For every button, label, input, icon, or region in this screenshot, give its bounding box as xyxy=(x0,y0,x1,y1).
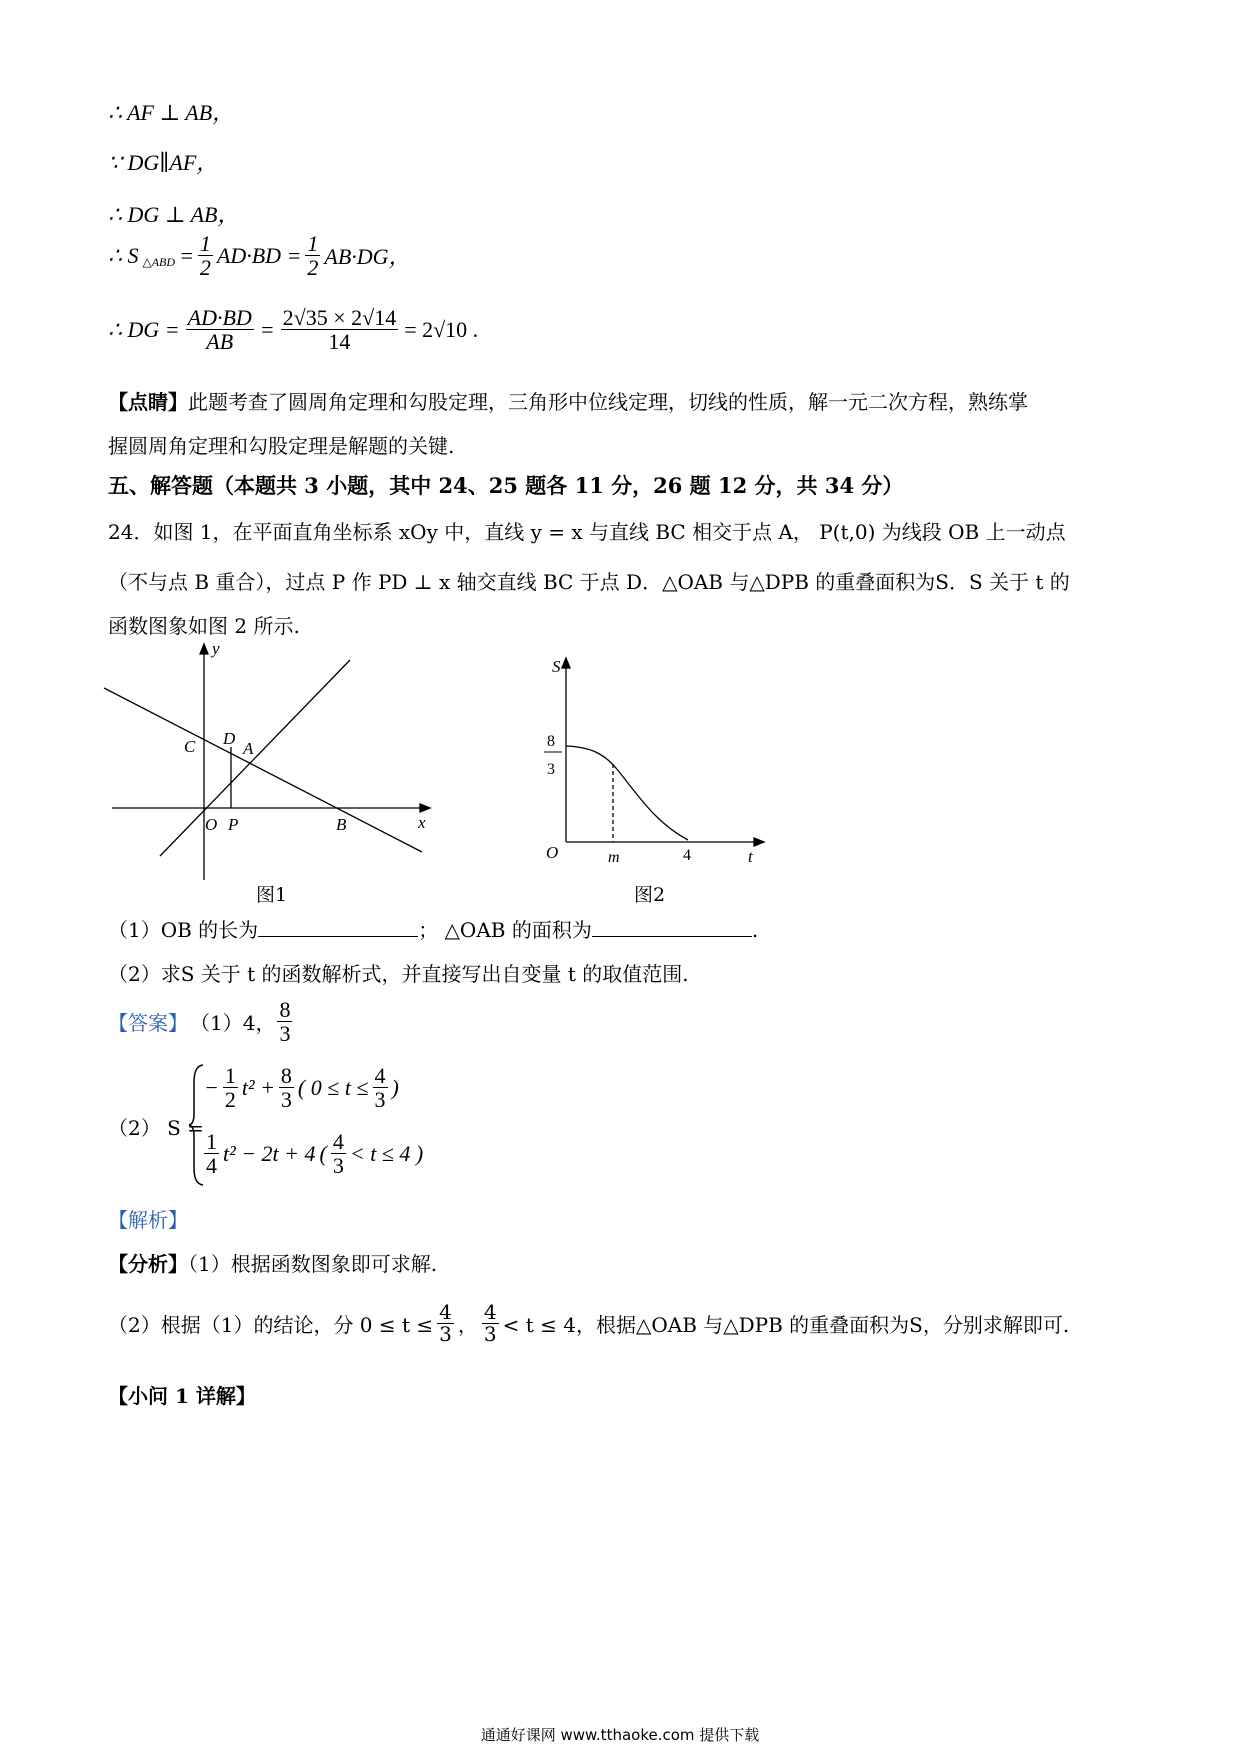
comment-line-1 xyxy=(108,386,1028,415)
case2-frac-quarter: $\frac{1}{4}$ xyxy=(206,1129,217,1179)
half-fraction: $\frac{1}{2}$ xyxy=(199,231,211,281)
fig1-label-p: P xyxy=(228,815,239,834)
fenxi-label: 【分析】 xyxy=(108,1252,188,1276)
t-axis-arrow xyxy=(754,838,764,846)
y-axis-arrow xyxy=(200,644,208,654)
s-axis-arrow xyxy=(562,658,570,668)
equals: = xyxy=(179,242,194,268)
fig2-label-4: 4 xyxy=(683,847,691,864)
question-1-sep: ； xyxy=(418,918,439,942)
case2-range-end: < t ≤ 4 ) xyxy=(349,1140,424,1166)
fig1-label-d: D xyxy=(223,729,236,748)
minus-sign: − xyxy=(204,1074,219,1100)
analysis-part-2 xyxy=(108,1302,1069,1345)
s-curve xyxy=(566,746,688,840)
comment-line-2: 握圆周角定理和勾股定理是解题的关键. xyxy=(108,434,455,458)
proof-line-5 xyxy=(108,306,478,353)
question-1 xyxy=(108,914,758,943)
section-title: 五、解答题（本题共 3 小题，其中 24、25 题各 11 分，26 题 12 分，共 34 分） xyxy=(108,473,904,498)
figure-2 xyxy=(536,650,776,872)
case1-frac-four-thirds: $\frac{4}{3}$ xyxy=(374,1063,386,1113)
fig1-label-c: C xyxy=(184,737,196,756)
case1-t-squared: t² + xyxy=(241,1074,275,1100)
proof-line-1: ∴ AF ⊥ AB， xyxy=(108,100,235,125)
comment-text-1: 此题考查了圆周角定理和勾股定理，三角形中位线定理，切线的性质，解一元二次方程，熟练掌 xyxy=(188,390,1028,414)
fig2-label-3: 3 xyxy=(547,761,555,778)
answer-part-1-text: （1）4， xyxy=(190,1011,276,1036)
case1-range-end: ) xyxy=(391,1074,399,1100)
question-1-end: . xyxy=(751,918,759,942)
fig1-label-o: O xyxy=(205,815,218,834)
case1-frac-half: $\frac{1}{2}$ xyxy=(224,1063,236,1113)
line-bc xyxy=(104,688,422,852)
figure-1 xyxy=(100,640,440,888)
analysis-frac-2: $\frac{4}{3}$ xyxy=(483,1300,497,1346)
proof-line-3: ∴ DG ⊥ AB， xyxy=(108,202,240,227)
fig2-label-s: S xyxy=(552,657,561,676)
answer-fraction: $\frac{8}{3}$ xyxy=(279,997,291,1047)
half-fraction-2: $\frac{1}{2}$ xyxy=(307,231,319,281)
radical-fraction: $\frac{2√35 \times 2√14}{14}$ xyxy=(282,305,397,355)
page-footer: 通通好课网 www.tthaoke.com 提供下载 xyxy=(480,1726,760,1744)
fig2-label-m: m xyxy=(608,849,620,866)
question-1-text-c: △OAB 的面积为 xyxy=(444,918,592,942)
problem-line-3: 函数图象如图 2 所示. xyxy=(108,614,300,638)
subquestion-1-heading: 【小问 1 详解】 xyxy=(108,1384,256,1408)
analysis-frac-1: $\frac{4}{3}$ xyxy=(439,1300,452,1346)
comment-label: 【点睛】 xyxy=(108,390,188,414)
fig1-label-y: y xyxy=(212,640,220,658)
equals: = xyxy=(259,316,275,342)
x-axis-arrow xyxy=(420,804,430,812)
analysis-part-2-a: （2）根据（1）的结论，分 0 ≤ t ≤ xyxy=(108,1313,434,1337)
dg-fraction: $\frac{AD\cdot BD}{AB}$ xyxy=(187,305,252,355)
answer-label: 【答案】 xyxy=(108,1011,188,1036)
case2-range-start: ( xyxy=(319,1140,327,1166)
problem-line-1: 24．如图 1，在平面直角坐标系 xOy 中，直线 y = x 与直线 BC 相交于点 A， P(t,0) 为线段 OB 上一动点 xyxy=(108,520,1066,544)
proof-line-4-end: AB·DG， xyxy=(324,244,411,270)
proof-line-2: ∵ DG∥AF， xyxy=(108,150,219,175)
fig1-label-a: A xyxy=(243,739,254,758)
area-subscript: △ABD xyxy=(142,255,176,270)
fig1-label-x: x xyxy=(418,813,426,832)
figure-2-caption: 图2 xyxy=(634,884,666,906)
answer-part-2-prefix: （2） S = xyxy=(108,1116,204,1140)
problem-line-2: （不与点 B 重合），过点 P 作 PD ⊥ x 轴交直线 BC 于点 D．△OAB 与△DPB 的重叠面积为S．S 关于 t 的 xyxy=(108,570,1070,594)
fig2-label-t: t xyxy=(748,847,753,866)
fig2-label-o: O xyxy=(546,843,559,862)
analysis-sep: ， xyxy=(457,1313,478,1337)
proof-result: = 2√10 . xyxy=(404,316,479,342)
question-2: （2）求S 关于 t 的函数解析式，并直接写出自变量 t 的取值范围. xyxy=(108,962,689,986)
area-symbol: ∴ S xyxy=(108,242,139,268)
proof-line-4-mid: AD·BD = xyxy=(216,242,302,268)
line-y-eq-x xyxy=(160,660,350,856)
figure-1-caption: 图1 xyxy=(256,884,288,906)
proof-line-5-prefix: ∴ DG = xyxy=(108,316,180,342)
case1-frac-eight-thirds: $\frac{8}{3}$ xyxy=(280,1063,292,1113)
analysis-part-2-c: < t ≤ 4，根据△OAB 与△DPB 的重叠面积为S，分别求解即可. xyxy=(502,1313,1070,1337)
question-1-text-a: （1）OB 的长为 xyxy=(108,918,259,942)
case1-range-start: ( 0 ≤ t ≤ xyxy=(297,1074,369,1100)
fig1-label-b: B xyxy=(336,815,347,834)
analysis-label: 【解析】 xyxy=(108,1208,188,1232)
answer-blank-1[interactable] xyxy=(258,918,418,937)
fenxi-text: （1）根据函数图象即可求解. xyxy=(188,1252,438,1276)
answer-blank-2[interactable] xyxy=(592,918,752,937)
proof-line-4 xyxy=(108,232,411,279)
piecewise-case-2 xyxy=(204,1130,423,1177)
case2-frac-four-thirds: $\frac{4}{3}$ xyxy=(332,1129,344,1179)
fenxi-line xyxy=(108,1248,437,1277)
answer-part-1 xyxy=(108,998,292,1045)
case2-expression: t² − 2t + 4 xyxy=(223,1140,316,1166)
fig2-label-8: 8 xyxy=(547,733,555,750)
piecewise-case-1 xyxy=(204,1064,399,1111)
